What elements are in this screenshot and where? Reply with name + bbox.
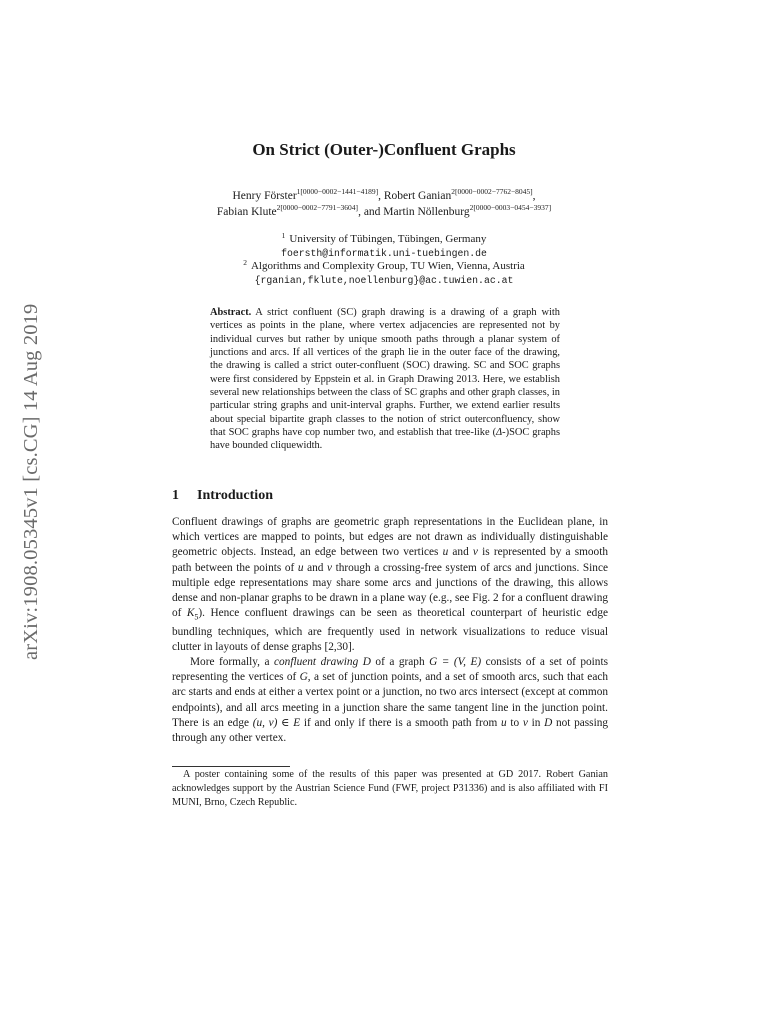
footnote bbox=[172, 768, 608, 810]
text-run: and bbox=[303, 561, 327, 574]
affiliations bbox=[160, 233, 608, 287]
affiliation-2 bbox=[160, 260, 608, 274]
text-run: through a crossing-free system of arcs and junctions. Since multiple edge representations may share some arcs and junctions of the drawing, this allows dense and non-planar graphs to be drawn in a plane way (e.g., see Fig. 2 for a confluent drawing of bbox=[172, 561, 608, 620]
section-heading bbox=[172, 488, 273, 504]
math-var: v bbox=[522, 716, 528, 729]
affiliation-name: Algorithms and Complexity Group, TU Wien, Vienna, Austria bbox=[250, 260, 525, 273]
author-name: Robert Ganian bbox=[383, 190, 452, 202]
text-run: ). Hence confluent drawings can be seen as theoretical counterpart of heuristic edge bundling techniques, which are frequently used in network visualizations to reduce visual clutter in layouts of dense graphs [2,30]. bbox=[172, 607, 608, 653]
math-var: u bbox=[500, 716, 507, 729]
section-number: 1 bbox=[172, 488, 179, 503]
author-name: Fabian Klute bbox=[216, 206, 277, 218]
math-var: K bbox=[186, 607, 195, 620]
math-var: u bbox=[442, 546, 449, 559]
text-run: Confluent drawings of graphs are geometric graph representations in the Euclidean plane, in which vertices are mapped to points, but edges are not drawn as individually distinguishable geometric objects. Instead, an edge between two vertices bbox=[172, 516, 608, 559]
abstract-text-end: -)SOC graphs have bounded cliquewidth. bbox=[210, 427, 560, 452]
text-run: More formally, a bbox=[190, 656, 275, 669]
math-expression: G = (V, E) bbox=[429, 656, 482, 669]
text-run: of a graph bbox=[370, 656, 430, 669]
abstract-delta-symbol: Δ bbox=[496, 427, 503, 439]
footnote-rule bbox=[172, 766, 290, 767]
math-expression: (u, v) ∈ E bbox=[252, 716, 301, 729]
affiliation-email[interactable]: foersth@informatik.uni-tuebingen.de bbox=[281, 247, 487, 259]
abstract-label: Abstract. bbox=[210, 307, 252, 318]
text-run: and bbox=[448, 546, 473, 559]
math-var: v bbox=[326, 561, 332, 574]
paragraph bbox=[172, 515, 608, 655]
author-orcid: 2[0000−0002−7762−8045] bbox=[451, 187, 533, 196]
text-run: consists of a set of points representing the vertices of bbox=[172, 656, 608, 684]
abstract-text: A strict confluent (SC) graph drawing is a drawing of a graph with vertices as points in the plane, where vertex adjacencies are represented not by individual curves but rather by unique smooth paths through a planar system of junctions and arcs. If all vertices of the graph lie in the outer face of the drawing, the drawing is called a strict outer-confluent (SOC) drawing. SC and SOC graphs were first considered by Eppstein et al. in Graph Drawing 2013. Here, we establish several new relationships between the class of SC graphs and other graph classes, in particular string graphs and unit-interval graphs. Further, we extend earlier results about special bipartite graph classes to the notion of strict outerconfluency, show that SOC graphs have cop number two, and establish that tree-like ( bbox=[210, 307, 560, 439]
text-run: , a set of junction points, and a set of smooth arcs, such that each arc starts and ends at either a vertex point or a junction, no two arcs intersect (except at common endpoints), and all arcs meeting in a junction share the same tangent line in the junction point. There is an edge bbox=[172, 671, 608, 729]
author-name: Henry Förster bbox=[232, 190, 297, 202]
text-run: to bbox=[506, 716, 523, 729]
math-var: D bbox=[544, 716, 553, 729]
affiliation-marker: 1 bbox=[281, 231, 286, 240]
paragraph bbox=[172, 655, 608, 746]
author-list bbox=[160, 188, 608, 220]
emphasized-term: confluent drawing D bbox=[274, 656, 371, 669]
math-subscript: 5 bbox=[194, 612, 199, 622]
abstract bbox=[210, 306, 560, 453]
text-run: is represented by a smooth path between the points of bbox=[172, 546, 608, 574]
text-run: not passing through any other vertex. bbox=[172, 716, 608, 745]
math-var: v bbox=[472, 546, 478, 559]
author-orcid: 1[0000−0002−1441−4189] bbox=[296, 187, 379, 196]
author-separator: , bbox=[532, 190, 536, 202]
text-run: in bbox=[527, 716, 545, 729]
footnote-text: A poster containing some of the results of this paper was presented at GD 2017. Robert Ganian acknowledges support by the Austrian Science Fund (FWF, project P31336) and is also affiliated with FI MUNI, Brno, Czech Republic. bbox=[172, 769, 608, 808]
author-orcid: 2[0000−0002−7791−3604] bbox=[276, 203, 359, 212]
author-separator: , and bbox=[358, 206, 384, 218]
affiliation-1 bbox=[160, 233, 608, 247]
author-orcid: 2[0000−0003−0454−3937] bbox=[469, 203, 552, 212]
author-name: Martin Nöllenburg bbox=[383, 206, 470, 218]
arxiv-identifier: arXiv:1908.05345v1 [cs.CG] 14 Aug 2019 bbox=[20, 303, 42, 660]
math-var: u bbox=[297, 561, 304, 574]
section-title: Introduction bbox=[197, 488, 273, 503]
affiliation-email[interactable]: {rganian,fklute,noellenburg}@ac.tuwien.ac.at bbox=[254, 274, 514, 286]
section-body bbox=[172, 515, 608, 746]
text-run: if and only if there is a smooth path from bbox=[300, 716, 501, 729]
affiliation-marker: 2 bbox=[243, 258, 247, 268]
math-var: G bbox=[299, 671, 308, 684]
affiliation-name: University of Tübingen, Tübingen, Germany bbox=[289, 233, 487, 245]
author-separator: , bbox=[378, 190, 384, 202]
paper-title: On Strict (Outer-)Confluent Graphs bbox=[252, 140, 516, 159]
